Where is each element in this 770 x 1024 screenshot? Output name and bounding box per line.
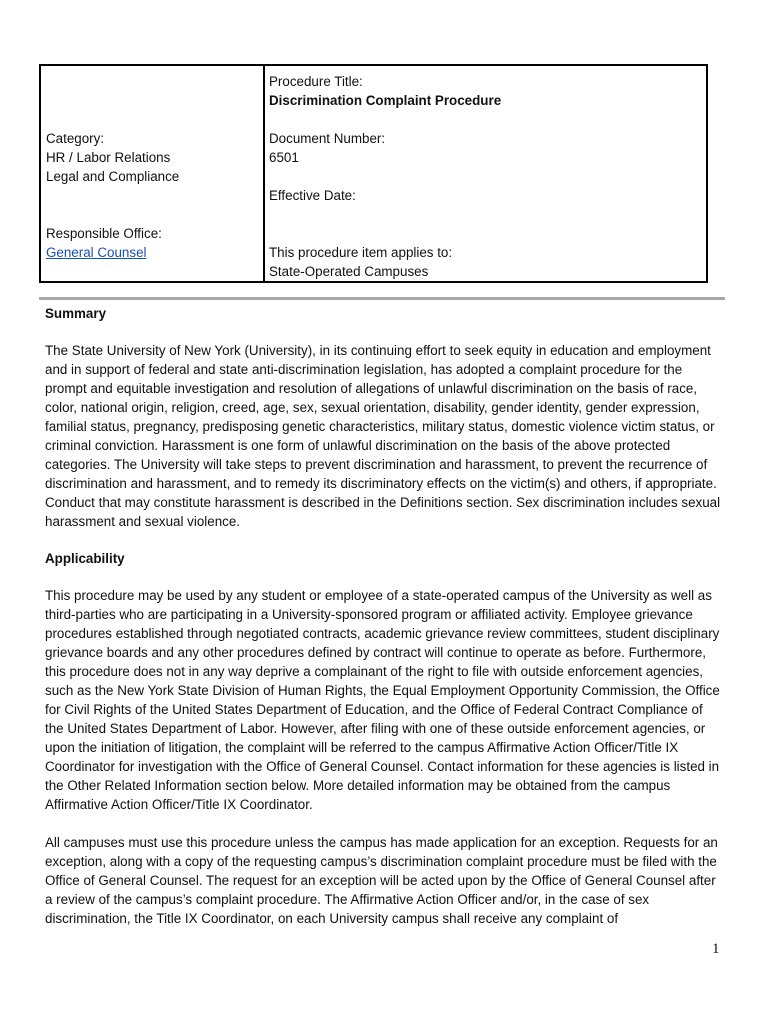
page-number: 1 bbox=[712, 941, 720, 957]
applicability-paragraph-2: All campuses must use this procedure unless the campus has made application for an exception. Requests for an exception, along with a copy of the requesting campus’s discrimination complaint procedure must be filed with the Office of General Counsel. The request for an exception will be acted upon by the Office of General Counsel after a review of the campus’s complaint procedure. The Affirmative Action Officer and/or, in the case of sex discrimination, the Title IX Coordinator, on each University campus shall receive any complaint of bbox=[45, 835, 718, 926]
applies-to-value: State-Operated Campuses bbox=[269, 264, 429, 279]
responsible-office-label: Responsible Office: bbox=[46, 226, 162, 241]
summary-paragraph: The State University of New York (University), in its continuing effort to seek equity in education and employment and in support of federal and state anti-discrimination legislation, has adopted a complaint procedure for the prompt and equitable investigation and resolution of allegations of unlawful discrimination on the basis of race, color, national origin, religion, creed, age, sex, sexual orientation, disability, gender identity, gender expression, familial status, pregnancy, predisposing genetic characteristics, military status, domestic violence victim status, or criminal conviction. Harassment is one form of unlawful discrimination on the basis of the above protected categories. The University will take steps to prevent discrimination and harassment, to prevent the recurrence of discrimination and harassment, and to remedy its discriminatory effects on the victim(s) and others, if appropriate. Conduct that may constitute harassment is described in the Definitions section. Sex discrimination includes sexual harassment and sexual violence. bbox=[45, 343, 721, 529]
general-counsel-link[interactable]: General Counsel bbox=[46, 245, 147, 260]
applies-to-label: This procedure item applies to: bbox=[269, 245, 453, 260]
metadata-right-cell bbox=[265, 66, 706, 281]
procedure-title-label: Procedure Title: bbox=[269, 74, 363, 89]
document-number-label: Document Number: bbox=[269, 131, 386, 146]
metadata-left-cell bbox=[41, 66, 265, 281]
category-hr-labor: HR / Labor Relations bbox=[46, 150, 171, 165]
applicability-heading: Applicability bbox=[45, 551, 125, 566]
effective-date-label: Effective Date: bbox=[269, 188, 356, 203]
summary-heading: Summary bbox=[45, 306, 107, 321]
category-legal-compliance: Legal and Compliance bbox=[46, 169, 180, 184]
procedure-metadata-table bbox=[39, 64, 708, 283]
category-label: Category: bbox=[46, 131, 105, 146]
applicability-paragraph-1: This procedure may be used by any student or employee of a state-operated campus of the University as well as third-parties who are participating in a University-sponsored program or affiliated activity. Employee grievance procedures established through negotiated contracts, academic grievance review committees, student disciplinary grievance boards and any other procedures defined by contract will continue to operate as before. Furthermore, this procedure does not in any way deprive a complainant of the right to file with outside enforcement agencies, such as the New York State Division of Human Rights, the Equal Employment Opportunity Commission, the Office for Civil Rights of the United States Department of Education, and the Office of Federal Contract Compliance of the United States Department of Labor. However, after filing with one of these outside enforcement agencies, or upon the initiation of litigation, the complaint will be referred to the campus Affirmative Action Officer/Title IX Coordinator for investigation with the Office of General Counsel. Contact information for these agencies is listed in the Other Related Information section below. More detailed information may be obtained from the campus Affirmative Action Officer/Title IX Coordinator. bbox=[45, 588, 720, 812]
section-divider bbox=[39, 297, 725, 300]
procedure-title: Discrimination Complaint Procedure bbox=[269, 93, 502, 108]
document-number: 6501 bbox=[269, 150, 299, 165]
